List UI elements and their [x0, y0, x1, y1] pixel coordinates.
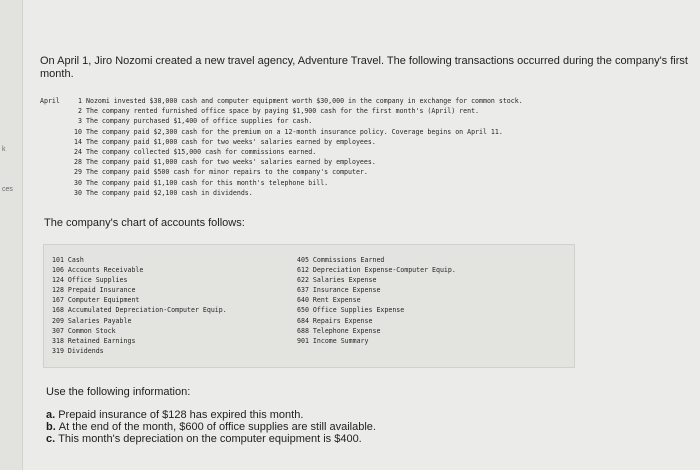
info-letter: a. — [46, 409, 56, 421]
info-text: At the end of the month, $600 of office supplies are still available. — [58, 421, 376, 433]
transaction-month — [40, 106, 70, 116]
transaction-month — [40, 157, 70, 167]
account-number: 319 — [52, 346, 64, 355]
account-name: Accounts Receivable — [67, 266, 144, 275]
transaction-day: 14 — [74, 137, 82, 146]
transaction-month: April — [40, 97, 60, 105]
account-row — [52, 346, 227, 356]
transaction-day: 1 — [78, 97, 82, 105]
account-name: Depreciation Expense-Computer Equip. — [312, 266, 456, 275]
transaction-row — [40, 147, 690, 157]
account-name: Telephone Expense — [312, 326, 381, 335]
transactions-list — [40, 96, 690, 198]
transaction-day: 3 — [78, 117, 82, 126]
transaction-month — [40, 167, 70, 177]
transaction-text: The company rented furnished office space by paying $1,900 cash for the first month's (April) rent. — [86, 107, 480, 116]
transaction-text: Nozomi invested $38,000 cash and computer equipment worth $30,000 in the company in exchange for common stock. — [86, 97, 523, 105]
account-row — [297, 265, 456, 275]
account-row — [52, 255, 227, 265]
transaction-text: The company paid $1,000 cash for two weeks' salaries earned by employees. — [86, 158, 376, 167]
transaction-row — [40, 116, 690, 126]
account-name: Salaries Payable — [67, 316, 132, 325]
info-item — [46, 421, 686, 433]
account-name: Cash — [67, 256, 84, 264]
transaction-day: 30 — [74, 188, 82, 197]
transaction-day: 30 — [74, 178, 82, 187]
account-row — [297, 305, 456, 315]
account-number: 124 — [52, 276, 64, 285]
account-number: 318 — [52, 336, 64, 345]
use-info-title: Use the following information: — [46, 386, 191, 398]
info-letter: c. — [46, 433, 56, 445]
transaction-month — [40, 137, 70, 147]
account-name: Prepaid Insurance — [67, 286, 136, 295]
account-name: Dividends — [67, 346, 104, 355]
account-row — [52, 305, 227, 315]
account-name: Accumulated Depreciation-Computer Equip. — [67, 306, 227, 315]
account-row — [297, 316, 456, 326]
info-text: This month's depreciation on the computer equipment is $400. — [58, 433, 362, 445]
transaction-row — [40, 178, 690, 188]
transaction-text: The company paid $500 cash for minor repairs to the company's computer. — [86, 168, 368, 177]
account-name: Income Summary — [312, 336, 369, 345]
account-name: Common Stock — [67, 326, 116, 335]
account-row — [52, 265, 227, 275]
account-name: Rent Expense — [312, 296, 361, 305]
account-row — [52, 326, 227, 336]
left-edge-strip — [0, 0, 23, 470]
account-number: 640 — [297, 296, 309, 305]
transaction-month — [40, 147, 70, 157]
accounts-left-column — [52, 255, 227, 356]
account-number: 622 — [297, 276, 309, 285]
account-name: Office Supplies Expense — [312, 306, 405, 315]
transaction-row — [40, 188, 690, 198]
account-row — [52, 336, 227, 346]
info-item — [46, 433, 686, 445]
transaction-month — [40, 178, 70, 188]
account-row — [52, 295, 227, 305]
account-name: Insurance Expense — [312, 286, 381, 295]
transaction-text: The company paid $1,000 cash for two weeks' salaries earned by employees. — [86, 137, 376, 146]
edge-label: ces — [2, 186, 13, 193]
account-name: Office Supplies — [67, 276, 128, 285]
account-number: 637 — [297, 286, 309, 295]
account-number: 307 — [52, 326, 64, 335]
transaction-text: The company paid $2,300 cash for the premium on a 12-month insurance policy. Coverage begins on April 11. — [86, 127, 503, 136]
chart-of-accounts-box — [43, 244, 575, 368]
account-name: Computer Equipment — [67, 296, 140, 305]
transaction-row — [40, 167, 690, 177]
account-row — [52, 316, 227, 326]
info-letter: b. — [46, 421, 56, 433]
transaction-day: 10 — [74, 127, 82, 136]
account-row — [297, 326, 456, 336]
account-number: 684 — [297, 316, 309, 325]
account-name: Commissions Earned — [312, 256, 385, 264]
account-number: 167 — [52, 296, 64, 305]
account-number: 128 — [52, 286, 64, 295]
info-text: Prepaid insurance of $128 has expired this month. — [58, 409, 304, 421]
account-number: 612 — [297, 266, 309, 275]
account-number: 106 — [52, 266, 64, 275]
account-row — [297, 295, 456, 305]
transaction-month — [40, 116, 70, 126]
account-number: 168 — [52, 306, 64, 315]
transaction-month — [40, 127, 70, 137]
transaction-text: The company collected $15,000 cash for commissions earned. — [86, 148, 317, 157]
info-item — [46, 409, 686, 421]
account-number: 405 — [297, 256, 309, 264]
account-number: 901 — [297, 336, 309, 345]
transaction-row — [40, 157, 690, 167]
account-row — [297, 275, 456, 285]
transaction-day: 2 — [78, 107, 82, 116]
chart-of-accounts-title: The company's chart of accounts follows: — [44, 217, 245, 229]
transaction-row — [40, 96, 690, 106]
transaction-text: The company purchased $1,400 of office supplies for cash. — [86, 117, 313, 126]
account-name: Repairs Expense — [312, 316, 373, 325]
account-row — [297, 255, 456, 265]
transaction-month — [40, 188, 70, 198]
account-row — [297, 336, 456, 346]
edge-label: k — [2, 146, 6, 153]
account-number: 209 — [52, 316, 64, 325]
account-name: Retained Earnings — [67, 336, 136, 345]
account-row — [52, 275, 227, 285]
info-list — [46, 409, 686, 445]
transaction-row — [40, 127, 690, 137]
transaction-text: The company paid $1,100 cash for this month's telephone bill. — [86, 178, 329, 187]
account-number: 101 — [52, 256, 64, 264]
account-number: 688 — [297, 326, 309, 335]
account-number: 650 — [297, 306, 309, 315]
intro-paragraph: On April 1, Jiro Nozomi created a new travel agency, Adventure Travel. The following transactions occurred during the company's first month. — [40, 55, 688, 80]
account-row — [52, 285, 227, 295]
account-row — [297, 285, 456, 295]
account-name: Salaries Expense — [312, 276, 377, 285]
transaction-day: 24 — [74, 148, 82, 157]
transaction-text: The company paid $2,100 cash in dividends. — [86, 188, 253, 197]
transaction-day: 28 — [74, 158, 82, 167]
transaction-row — [40, 106, 690, 116]
transaction-row — [40, 137, 690, 147]
accounts-right-column — [297, 255, 456, 346]
transaction-day: 29 — [74, 168, 82, 177]
